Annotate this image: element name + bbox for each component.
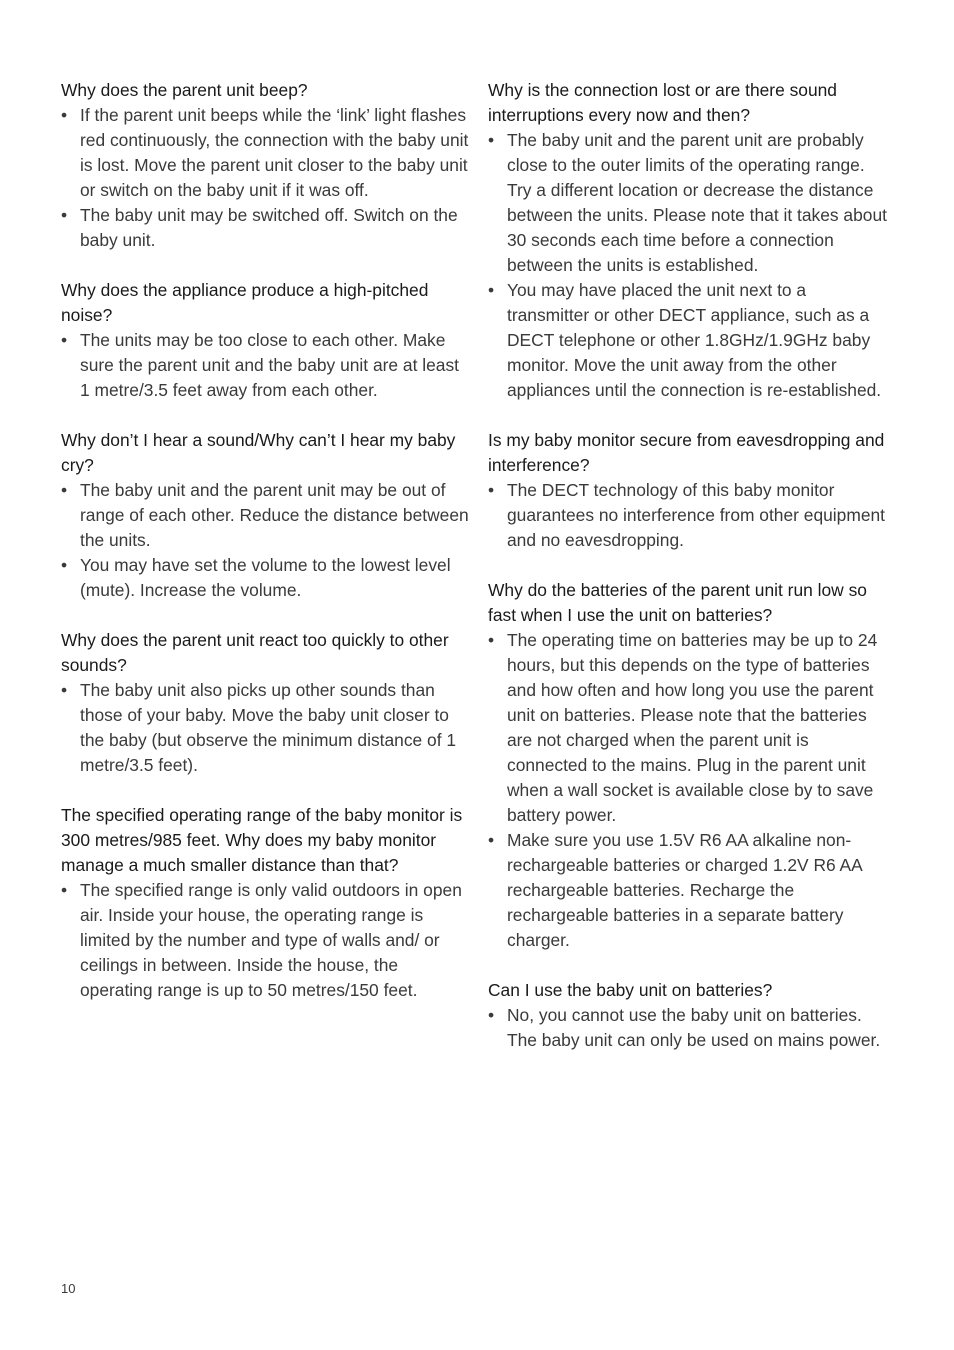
right-column [488,78,893,1078]
faq-answer [61,878,471,1003]
bullet-icon: • [488,280,495,300]
faq-question: The specified operating range of the baby monitor is 300 metres/985 feet. Why does my baby monitor manage a much smaller distance than that? [61,805,463,875]
faq-answer [61,478,471,553]
faq-answer [488,1003,893,1053]
faq-section [61,803,471,1003]
faq-section [61,278,471,403]
faq-answer [488,628,893,828]
faq-answer-text: The baby unit and the parent unit may be out of range of each other. Reduce the distance between the units. [80,480,469,550]
faq-answer-text: The baby unit also picks up other sounds than those of your baby. Move the baby unit closer to the baby (but observe the minimum distance of 1 metre/3.5 feet). [80,680,457,775]
faq-answer-list [488,128,893,403]
faq-answer [61,553,471,603]
bullet-icon: • [488,830,495,850]
faq-answer [61,203,471,253]
bullet-icon: • [61,330,68,350]
faq-answer-text: The operating time on batteries may be up to 24 hours, but this depends on the type of batteries and how often and how long you use the parent unit on batteries. Please note that the batteries are not charged when the parent unit is connected to the mains. Plug in the parent unit when a wall socket is available close by to save battery power. [507,630,878,825]
faq-answer-text: The DECT technology of this baby monitor guarantees no interference from other equipment and no eavesdropping. [507,480,885,550]
faq-section [488,978,893,1053]
faq-answer-list [61,328,471,403]
faq-section [488,578,893,953]
faq-section [488,428,893,553]
faq-answer [488,478,893,553]
faq-question: Why does the parent unit react too quickly to other sounds? [61,630,449,675]
faq-answer [488,128,893,278]
faq-answer-list [61,678,471,778]
bullet-icon: • [61,880,68,900]
faq-answer-text: You may have set the volume to the lowest level (mute). Increase the volume. [80,555,451,600]
faq-answer-text: You may have placed the unit next to a transmitter or other DECT appliance, such as a DECT telephone or other 1.8GHz/1.9GHz baby monitor. Move the unit away from the other appliances until the connection is re-established. [507,280,882,400]
faq-answer-text: The baby unit and the parent unit are probably close to the outer limits of the operating range. Try a different location or decrease the distance between the units. Please note that it takes about 30 seconds each time before a connection between the units is established. [507,130,887,275]
faq-section [61,78,471,253]
faq-answer [488,278,893,403]
bullet-icon: • [488,630,495,650]
faq-question: Why is the connection lost or are there sound interruptions every now and then? [488,80,837,125]
faq-answer-list [61,103,471,253]
faq-question: Why does the parent unit beep? [61,80,308,100]
faq-answer-text: No, you cannot use the baby unit on batteries. The baby unit can only be used on mains power. [507,1005,881,1050]
bullet-icon: • [61,205,68,225]
faq-answer-list [61,478,471,603]
faq-answer [61,103,471,203]
faq-question: Is my baby monitor secure from eavesdropping and interference? [488,430,885,475]
faq-question: Why don’t I hear a sound/Why can’t I hear my baby cry? [61,430,456,475]
faq-question: Why do the batteries of the parent unit run low so fast when I use the unit on batteries? [488,580,867,625]
faq-answer-text: Make sure you use 1.5V R6 AA alkaline non-rechargeable batteries or charged 1.2V R6 AA rechargeable batteries. Recharge the rechargeable batteries in a separate battery charger. [507,830,862,950]
faq-section [61,428,471,603]
faq-answer [61,678,471,778]
faq-answer-list [488,478,893,553]
faq-question: Why does the appliance produce a high-pitched noise? [61,280,429,325]
bullet-icon: • [61,480,68,500]
faq-section [61,628,471,778]
faq-question: Can I use the baby unit on batteries? [488,980,773,1000]
faq-answer [61,328,471,403]
bullet-icon: • [488,480,495,500]
faq-answer-text: The specified range is only valid outdoors in open air. Inside your house, the operating range is limited by the number and type of walls and/ or ceilings in between. Inside the house, the operating range is up to 50 metres/150 feet. [80,880,462,1000]
faq-answer-list [488,628,893,953]
left-column [61,78,471,1028]
page-number: 10 [61,1281,76,1296]
faq-answer-list [488,1003,893,1053]
faq-answer-text: The baby unit may be switched off. Switch on the baby unit. [80,205,458,250]
bullet-icon: • [61,680,68,700]
faq-answer [488,828,893,953]
faq-answer-text: If the parent unit beeps while the ‘link’ light flashes red continuously, the connection with the baby unit is lost. Move the parent unit closer to the baby unit or switch on the baby unit if it was off. [80,105,469,200]
faq-answer-list [61,878,471,1003]
bullet-icon: • [488,130,495,150]
bullet-icon: • [488,1005,495,1025]
bullet-icon: • [61,105,68,125]
faq-answer-text: The units may be too close to each other. Make sure the parent unit and the baby unit are at least 1 metre/3.5 feet away from each other. [80,330,459,400]
faq-section [488,78,893,403]
bullet-icon: • [61,555,68,575]
